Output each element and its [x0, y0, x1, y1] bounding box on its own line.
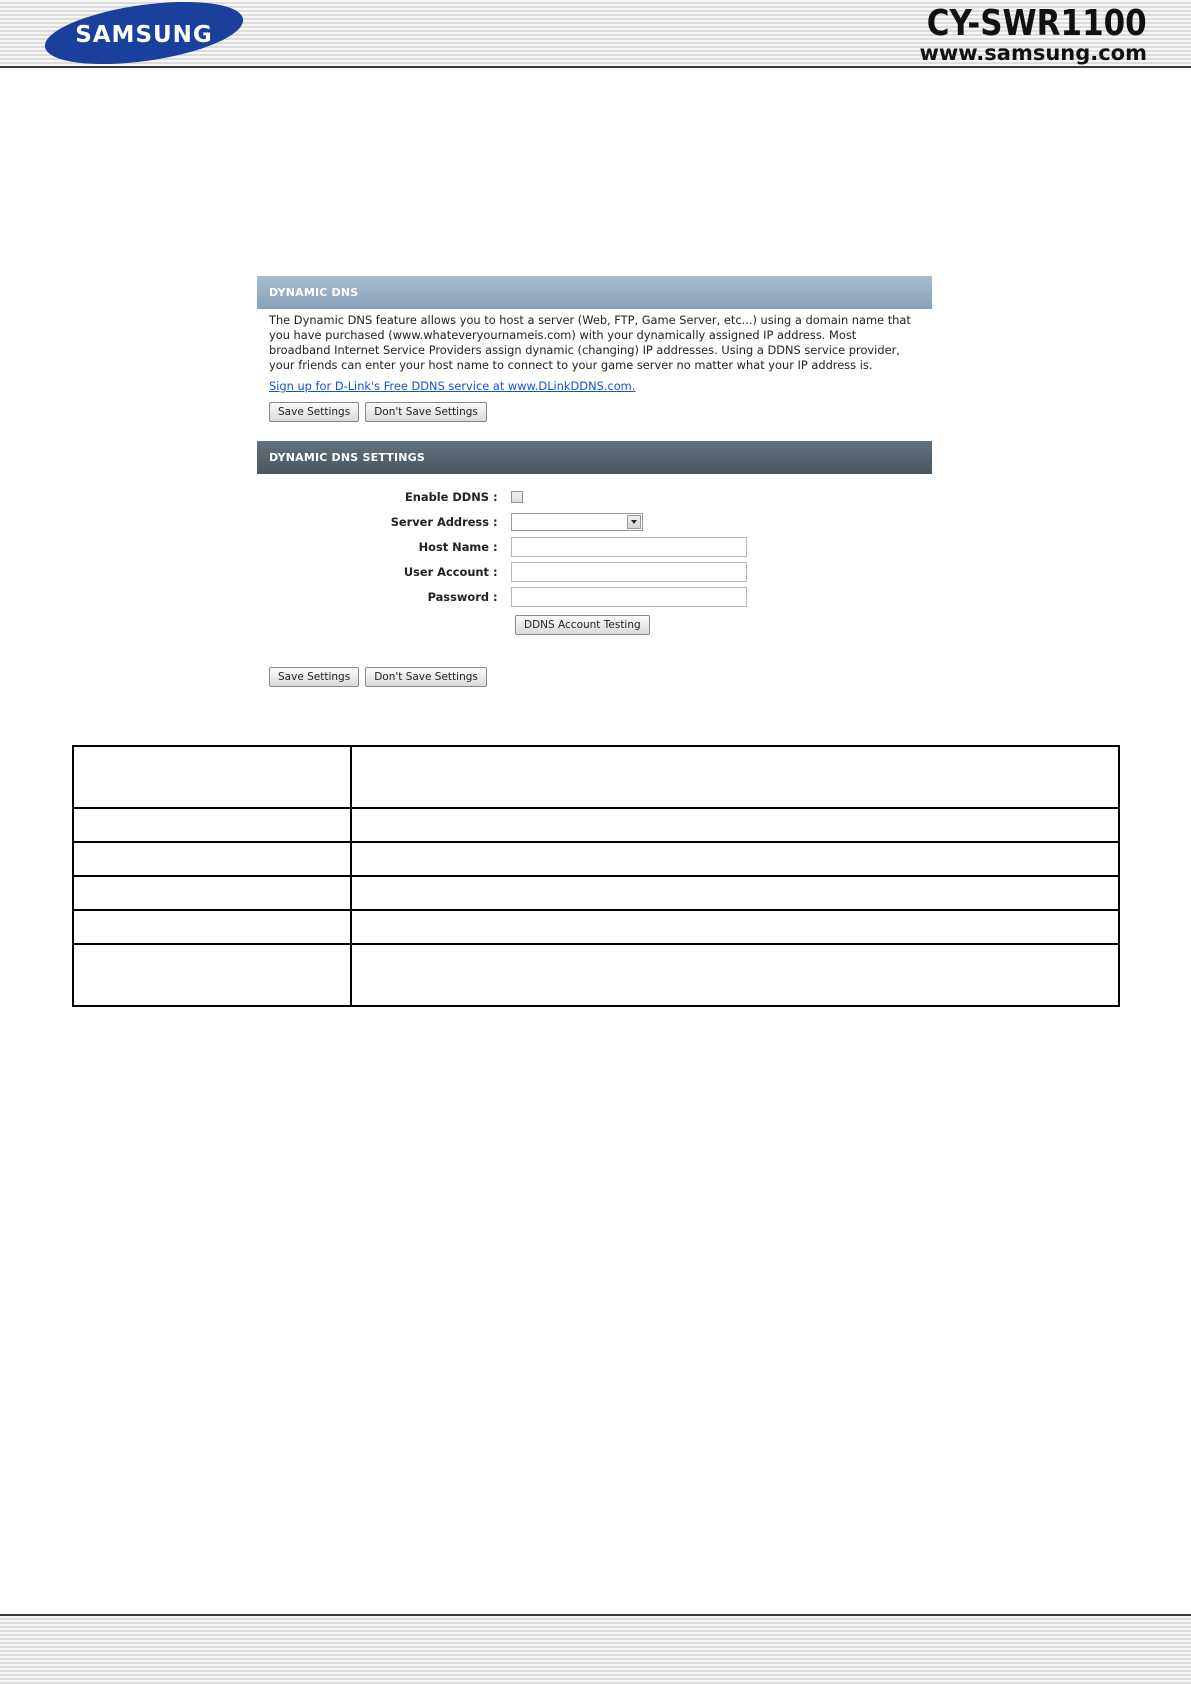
dynamic-dns-settings-header: DYNAMIC DNS SETTINGS [257, 441, 932, 474]
table-cell [73, 876, 351, 910]
samsung-logo-icon [42, 2, 247, 64]
table-cell [351, 944, 1119, 1006]
save-settings-button-bottom[interactable]: Save Settings [269, 667, 359, 687]
table-cell [73, 808, 351, 842]
table-row [73, 944, 1119, 1006]
colon: : [493, 489, 498, 504]
svg-text:SAMSUNG: SAMSUNG [75, 22, 213, 48]
model-block [891, 4, 1147, 64]
user-account-label: User Account [403, 564, 489, 579]
enable-ddns-label: Enable DDNS [405, 489, 489, 504]
intro-text: The Dynamic DNS feature allows you to host a server (Web, FTP, Game Server, etc...) using a domain name that you have purchased (www.whateveryournameis.com) with your dynamically assigned IP address. Most broadband Internet Service Providers assign dynamic (changing) IP addresses. Using a DDNS service provider, your friends can enter your host name to connect to your game server no matter what your IP address is. [269, 313, 911, 372]
dont-save-settings-button-bottom[interactable]: Don't Save Settings [365, 667, 487, 687]
table-cell [351, 842, 1119, 876]
table-cell [351, 910, 1119, 944]
test-button-row [257, 615, 932, 635]
header-divider [0, 66, 1191, 68]
host-name-label: Host Name [418, 539, 489, 554]
colon: : [493, 539, 498, 554]
top-button-row [257, 393, 932, 422]
enable-ddns-checkbox[interactable] [511, 491, 523, 503]
table-cell [73, 910, 351, 944]
dynamic-dns-header: DYNAMIC DNS [257, 276, 932, 309]
table-row [73, 746, 1119, 808]
colon: : [493, 514, 498, 529]
table-cell [73, 944, 351, 1006]
host-name-row [257, 534, 932, 559]
ddns-account-testing-button[interactable]: DDNS Account Testing [515, 615, 650, 635]
table-cell [73, 842, 351, 876]
ddns-settings-form [257, 484, 932, 635]
table-row [73, 910, 1119, 944]
ddns-signup-link[interactable]: Sign up for D-Link's Free DDNS service at www.DLinkDDNS.com. [269, 379, 636, 393]
router-screenshot [257, 276, 932, 687]
server-address-label: Server Address [390, 514, 489, 529]
enable-ddns-row [257, 484, 932, 509]
colon: : [493, 564, 498, 579]
model-name: CY-SWR1100 [927, 3, 1147, 44]
colon: : [493, 589, 498, 604]
table-cell [351, 876, 1119, 910]
table-cell [73, 746, 351, 808]
table-cell [351, 808, 1119, 842]
dynamic-dns-description [257, 309, 932, 373]
page-footer [0, 1616, 1191, 1684]
samsung-logo [42, 2, 247, 64]
field-description-table [72, 745, 1120, 1007]
server-address-select[interactable] [511, 513, 643, 531]
server-address-row [257, 509, 932, 534]
website-url: www.samsung.com [919, 41, 1147, 65]
table-cell [351, 746, 1119, 808]
page-header [0, 0, 1191, 66]
dont-save-settings-button[interactable]: Don't Save Settings [365, 402, 487, 422]
user-account-row [257, 559, 932, 584]
table-row [73, 876, 1119, 910]
host-name-input[interactable] [511, 537, 747, 557]
table-row [73, 842, 1119, 876]
chevron-down-icon[interactable] [627, 515, 641, 529]
save-settings-button[interactable]: Save Settings [269, 402, 359, 422]
user-account-input[interactable] [511, 562, 747, 582]
password-input[interactable] [511, 587, 747, 607]
password-label: Password [427, 589, 489, 604]
password-row [257, 584, 932, 609]
table-row [73, 808, 1119, 842]
bottom-button-row [257, 667, 932, 687]
